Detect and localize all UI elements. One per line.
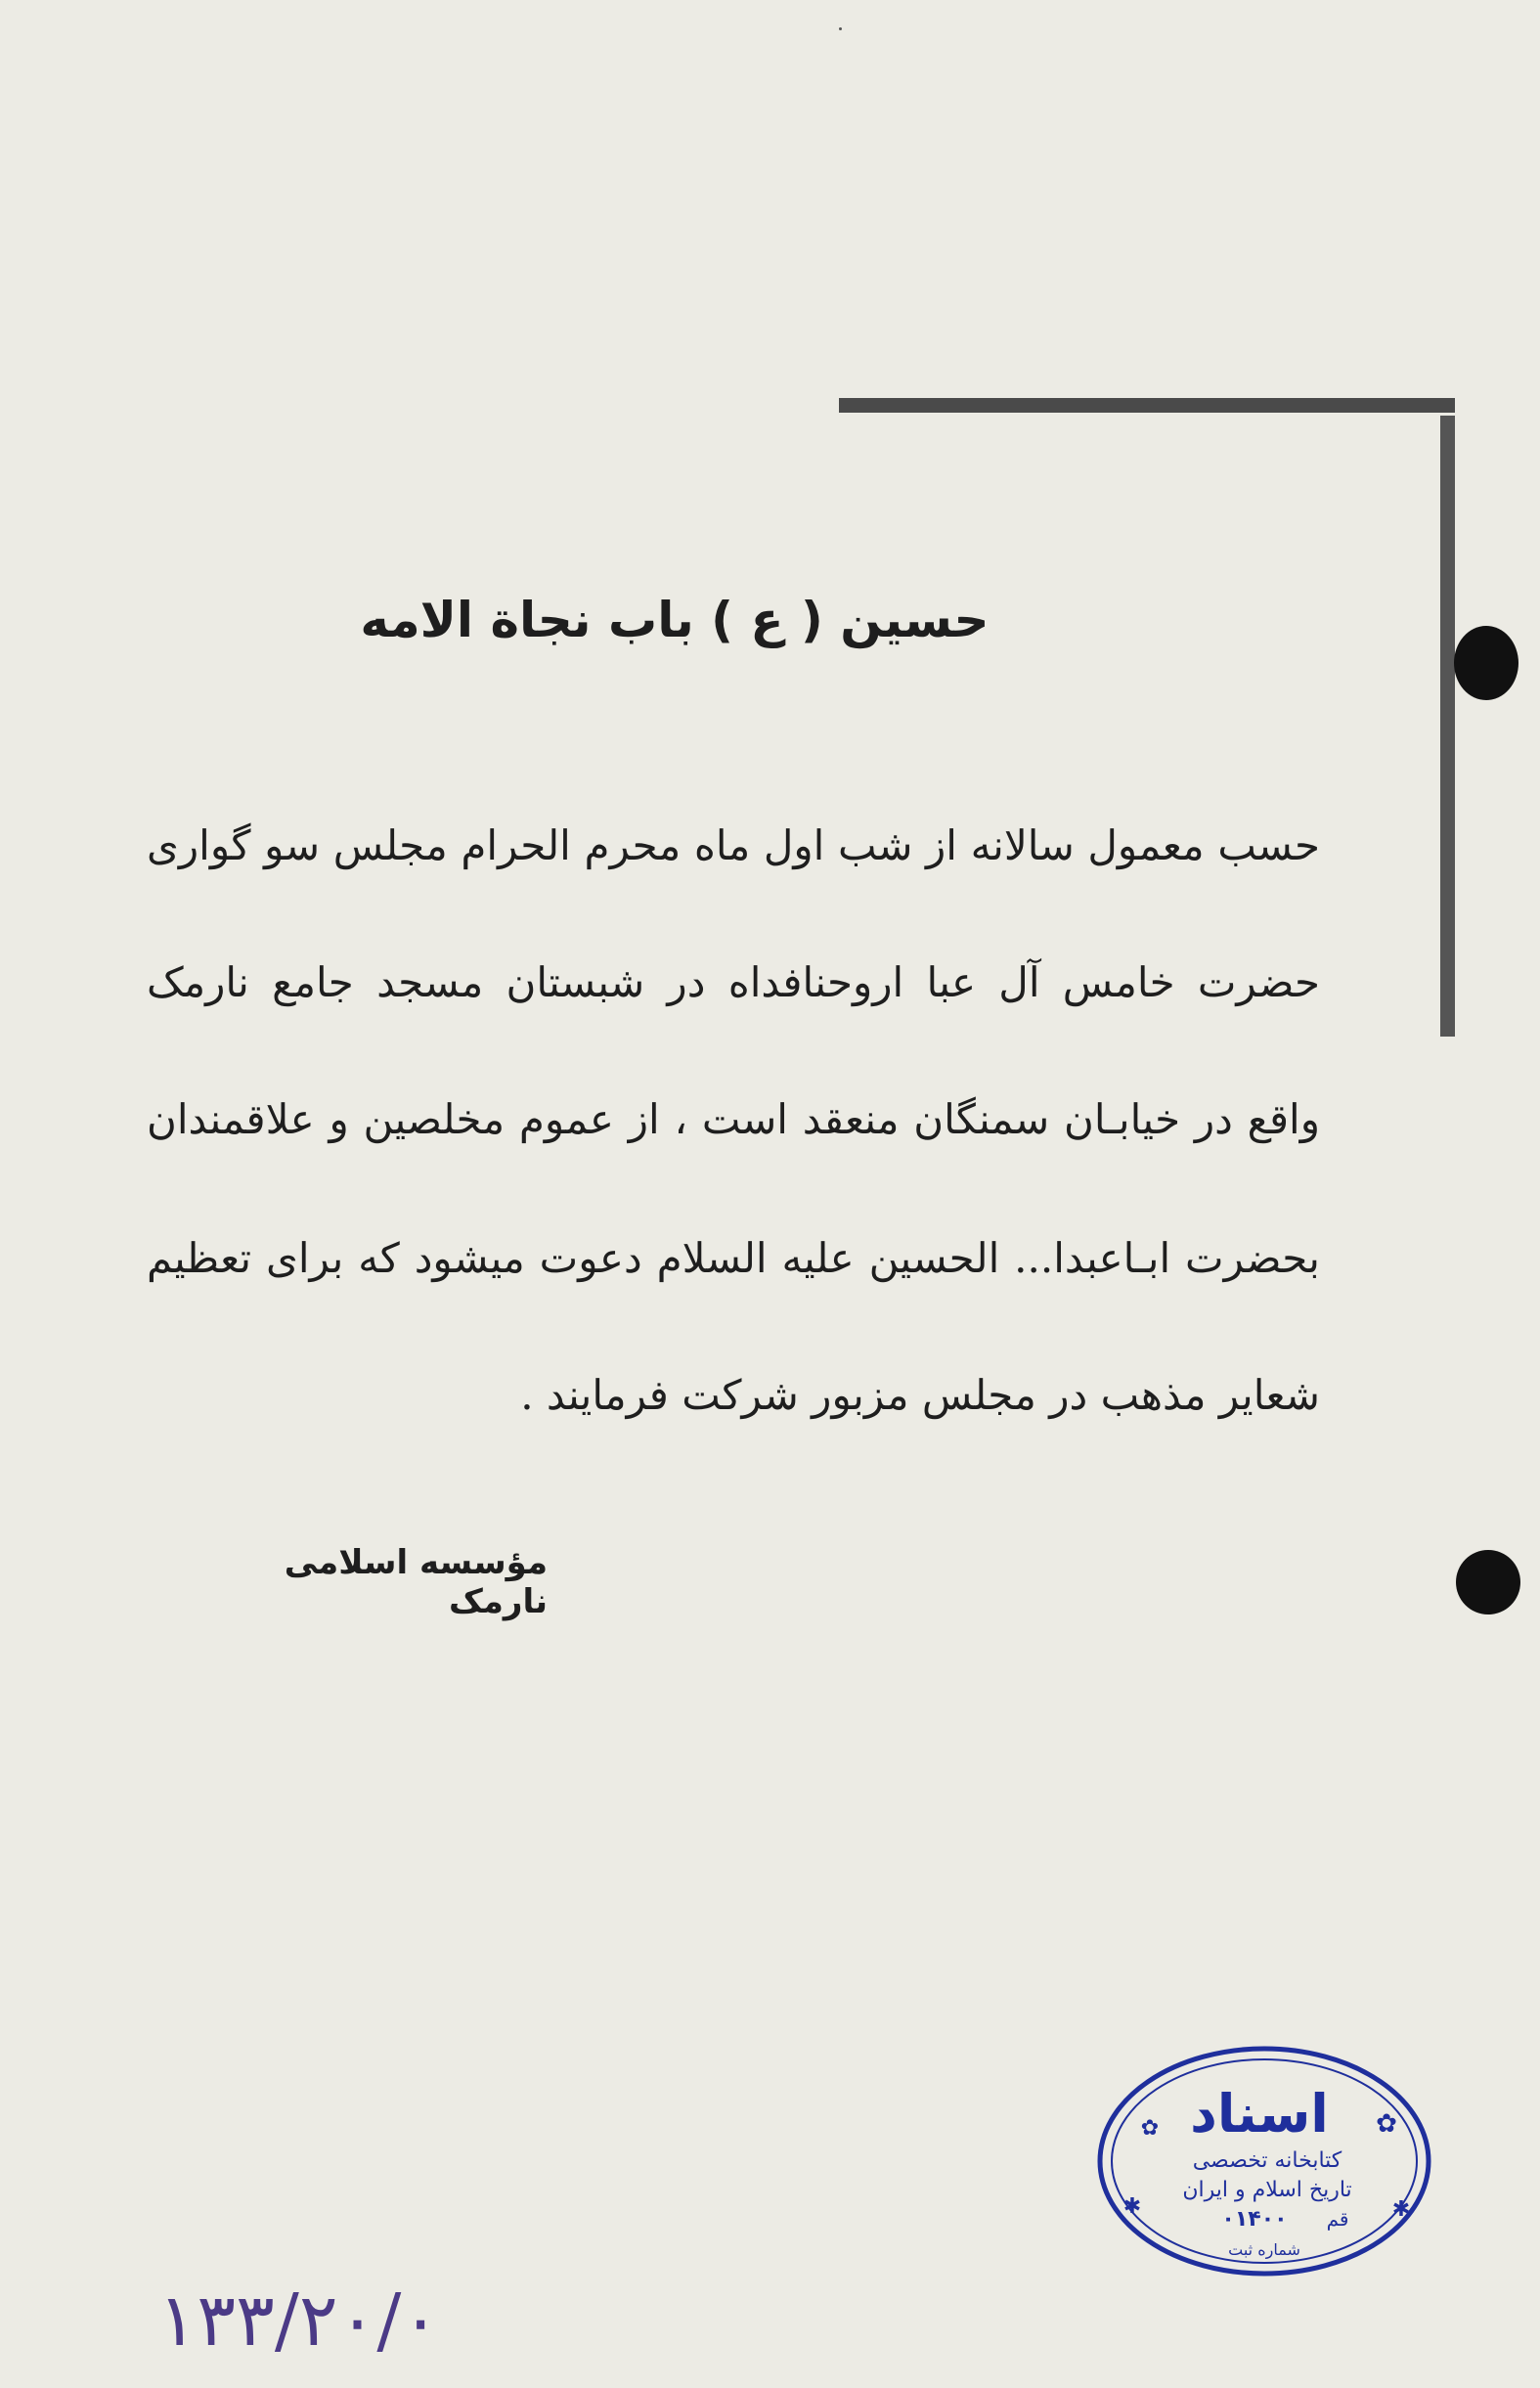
signature: مؤسسه اسلامی نارمک <box>284 1543 548 1621</box>
stamp-main-text: اسناد <box>1190 2083 1329 2145</box>
handwritten-archive-number: ۱۳۳/۲۰/۰ <box>157 2278 440 2363</box>
stamp-flower-icon-2: ✿ <box>1140 2116 1160 2141</box>
stamp-line-3: قم <box>1326 2207 1349 2231</box>
body-line-4: بحضرت ابـاعبدا... الحسین علیه السلام دعوت میشود که برای تعظیم <box>147 1234 1320 1282</box>
paper-speck <box>839 27 842 30</box>
stamp-line-4: شماره ثبت <box>1228 2240 1300 2259</box>
stamp-line-1: کتابخانه تخصصی <box>1192 2148 1342 2173</box>
frame-top-border <box>839 398 1455 413</box>
stamp-number: ۰۱۴۰۰ <box>1221 2207 1288 2232</box>
library-stamp <box>1093 2042 1435 2281</box>
body-line-1: حسب معمول سالانه از شب اول ماه محرم الحرام مجلس سو گواری <box>147 821 1320 869</box>
stamp-line-2: تاریخ اسلام و ایران <box>1182 2178 1352 2202</box>
document-title: حسین ( ع ) باب نجاة الامه <box>360 592 990 648</box>
body-line-5: شعایر مذهب در مجلس مزبور شرکت فرمایند . <box>520 1371 1320 1419</box>
frame-side-border <box>1440 416 1455 1037</box>
body-line-3: واقع در خیابـان سمنگان منعقد است ، از عموم مخلصین و علاقمندان <box>147 1095 1320 1143</box>
body-line-2: حضرت خامس آل عبا اروحنافداه در شبستان مسجد جامع نارمک <box>147 958 1320 1006</box>
stamp-flower-icon: ✿ <box>1376 2109 1397 2139</box>
punch-hole-upper <box>1454 626 1518 700</box>
stamp-star-icon-2: ✱ <box>1122 2194 1142 2219</box>
stamp-star-icon: ✱ <box>1391 2197 1411 2222</box>
punch-hole-lower <box>1456 1550 1520 1614</box>
